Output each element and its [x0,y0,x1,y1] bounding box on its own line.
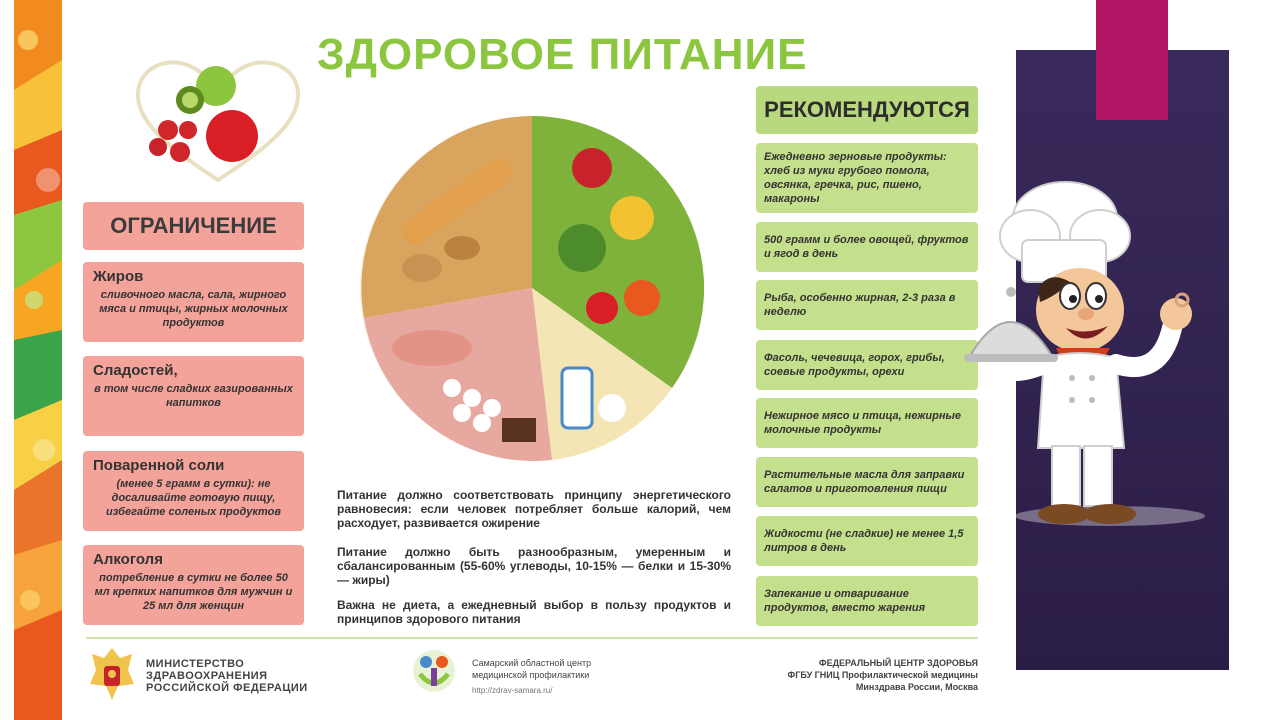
recommend-item: Рыба, особенно жирная, 2-3 раза в неделю [756,280,978,330]
footer-federal-center [752,657,978,693]
limit-item-text: (менее 5 грамм в сутки): не досаливайте готовую пищу, избегайте соленых продуктов [105,478,281,518]
limit-item-sweets [83,356,304,436]
ministry-emblem-icon [86,644,138,704]
footer-ministry-line: ЗДРАВООХРАНЕНИЯ [146,670,268,682]
decorative-mosaic-strip [14,0,62,720]
recommend-item: Жидкости (не сладкие) не менее 1,5 литров в день [756,516,978,566]
limit-item-salt [83,451,304,531]
footer-center-line: Самарский областной центр [472,658,592,668]
limit-item-text: сливочного масла, сала, жирного мяса и птицы, жирных молочных продуктов [99,289,288,329]
magenta-accent-bar [1096,0,1168,120]
limit-item-title: Поваренной соли [93,457,225,474]
limit-item-title: Алкоголя [93,551,163,568]
footer-center-url[interactable]: http://zdrav-samara.ru/ [472,686,553,695]
recommend-item: Фасоль, чечевица, горох, грибы, соевые продукты, орехи [756,340,978,390]
footer-right-line: ФЕДЕРАЛЬНЫЙ ЦЕНТР ЗДОРОВЬЯ [818,658,978,668]
limit-item-fats [83,262,304,342]
footer-ministry-line: РОССИЙСКОЙ ФЕДЕРАЦИИ [146,682,308,694]
recommend-header: РЕКОМЕНДУЮТСЯ [756,86,978,134]
limit-item-title: Сладостей, [93,362,178,379]
food-plate-icon [352,108,712,468]
recommend-item: 500 грамм и более овощей, фруктов и ягод в день [756,222,978,272]
recommend-item: Растительные масла для заправки салатов и приготовления пищи [756,457,978,507]
fruit-heart-icon [128,52,308,192]
footer-center [472,657,591,697]
recommend-item: Запекание и отваривание продуктов, вместо жарения [756,576,978,626]
recommend-item: Ежедневно зерновые продукты: хлеб из муки грубого помола, овсянка, гречка, рис, пшено, макароны [756,143,978,213]
paragraph-choice: Важна не диета, а ежедневный выбор в пользу продуктов и принципов здорового питания [337,598,731,626]
recommend-item: Нежирное мясо и птица, нежирные молочные продукты [756,398,978,448]
center-logo-icon [412,648,456,694]
paragraph-balance: Питание должно быть разнообразным, умеренным и сбалансированным (55-60% углеводы, 10-15% — белки и 15-30% — жиры) [337,545,731,587]
poster-title: ЗДОРОВОЕ ПИТАНИЕ [317,30,808,79]
limit-item-text: в том числе сладких газированных напитков [94,383,293,409]
healthy-eating-poster [62,0,1016,720]
limit-header: ОГРАНИЧЕНИЕ [83,202,304,250]
paragraph-energy: Питание должно соответствовать принципу энергетического равновесия: если человек потребляет больше калорий, чем расходует, развивается ожирение [337,488,731,530]
limit-item-alcohol [83,545,304,625]
chef-icon [960,178,1220,548]
footer-ministry-line: МИНИСТЕРСТВО [146,658,245,670]
footer-right-line: ФГБУ ГНИЦ Профилактической медицины [787,670,978,680]
footer-divider [86,637,978,639]
footer-center-line: медицинской профилактики [472,670,590,680]
footer-ministry [146,658,308,694]
limit-item-title: Жиров [93,268,144,285]
footer-right-line: Минздрава России, Москва [855,682,978,692]
limit-item-text: потребление в сутки не более 50 мл крепких напитков для мужчин и 25 мл для женщин [94,572,293,612]
